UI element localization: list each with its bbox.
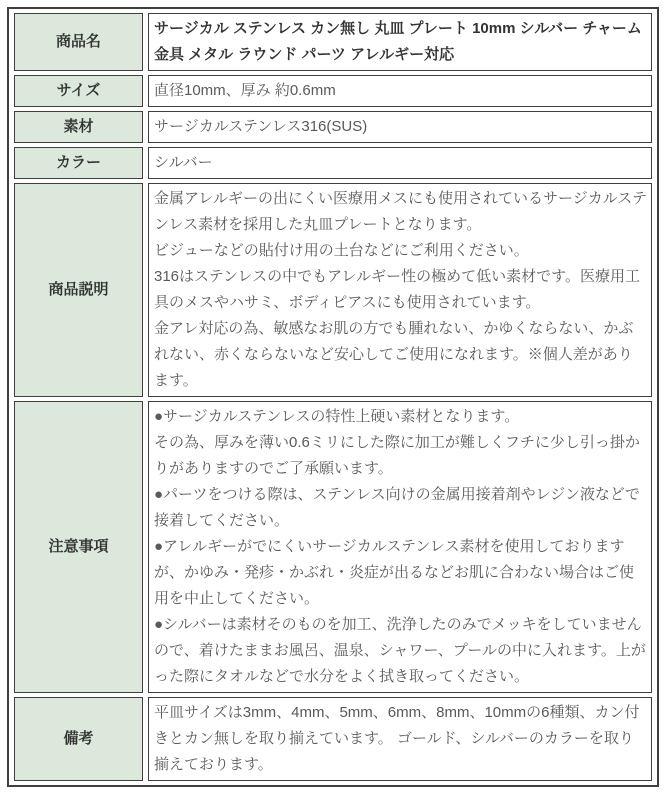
table-row	[14, 13, 652, 71]
row-value-line: 金属アレルギーの出にくい医療用メスにも使用されているサージカルステンレス素材を採用した丸皿プレートとなります。	[154, 190, 647, 233]
row-label: 商品説明	[14, 183, 143, 397]
row-value	[148, 401, 652, 693]
row-value	[148, 75, 652, 107]
row-value-line: ●サージカルステンレスの特性上硬い素材となります。	[154, 408, 520, 425]
row-value-line: 直径10mm、厚み 約0.6mm	[154, 82, 336, 99]
row-value-line: サージカルステンレス316(SUS)	[154, 118, 368, 135]
row-value-line: 平皿サイズは3mm、4mm、5mm、6mm、8mm、10mmの6種類、カン付きとカン無しを取り揃えています。 ゴールド、シルバーのカラーを取り揃えております。	[154, 704, 640, 773]
row-label: 素材	[14, 111, 143, 143]
row-label: 商品名	[14, 13, 143, 71]
row-label: 備考	[14, 697, 143, 781]
row-value	[148, 13, 652, 71]
row-value-line: ●パーツをつける際は、ステンレス向けの金属用接着剤やレジン液などで接着してください。	[154, 486, 640, 529]
table-row	[14, 75, 652, 107]
row-value	[148, 697, 652, 781]
row-value-line: ●アレルギーがでにくいサージカルステンレス素材を使用しておりますが、かゆみ・発疹・かぶれ・炎症が出るなどお肌に合わない場合はご使用を中止してください。	[154, 538, 635, 607]
row-value-line: 金アレ対応の為、敏感なお肌の方でも腫れない、かゆくならない、かぶれない、赤くならないなど安心してご使用になれます。※個人差があります。	[154, 320, 634, 389]
row-label: 注意事項	[14, 401, 143, 693]
table-row	[14, 183, 652, 397]
row-value-line: ●シルバーは素材そのものを加工、洗浄したのみでメッキをしていませんので、着けたままお風呂、温泉、シャワー、プールの中に入れます。上がった際にタオルなどで水分をよく拭き取ってください。	[154, 616, 646, 685]
table-row	[14, 401, 652, 693]
table-row	[14, 147, 652, 179]
row-value	[148, 111, 652, 143]
row-value-line: その為、厚みを薄い0.6ミリにした際に加工が難しくフチに少し引っ掛かりがありますのでご了承願います。	[154, 434, 640, 477]
row-value-line: シルバー	[154, 154, 213, 171]
row-value	[148, 147, 652, 179]
table-row	[14, 697, 652, 781]
table-row	[14, 111, 652, 143]
row-label: カラー	[14, 147, 143, 179]
row-value-line: サージカル ステンレス カン無し 丸皿 プレート 10mm シルバー チャーム 金具 メタル ラウンド パーツ アレルギー対応	[154, 20, 642, 63]
row-value-line: 316はステンレスの中でもアレルギー性の極めて低い素材です。医療用工具のメスやハサミ、ボディピアスにも使用されています。	[154, 268, 640, 311]
row-value-line: ビジューなどの貼付け用の土台などにご利用ください。	[154, 242, 529, 259]
row-value	[148, 183, 652, 397]
row-label: サイズ	[14, 75, 143, 107]
table-body	[14, 13, 652, 781]
product-spec-table	[7, 7, 659, 787]
